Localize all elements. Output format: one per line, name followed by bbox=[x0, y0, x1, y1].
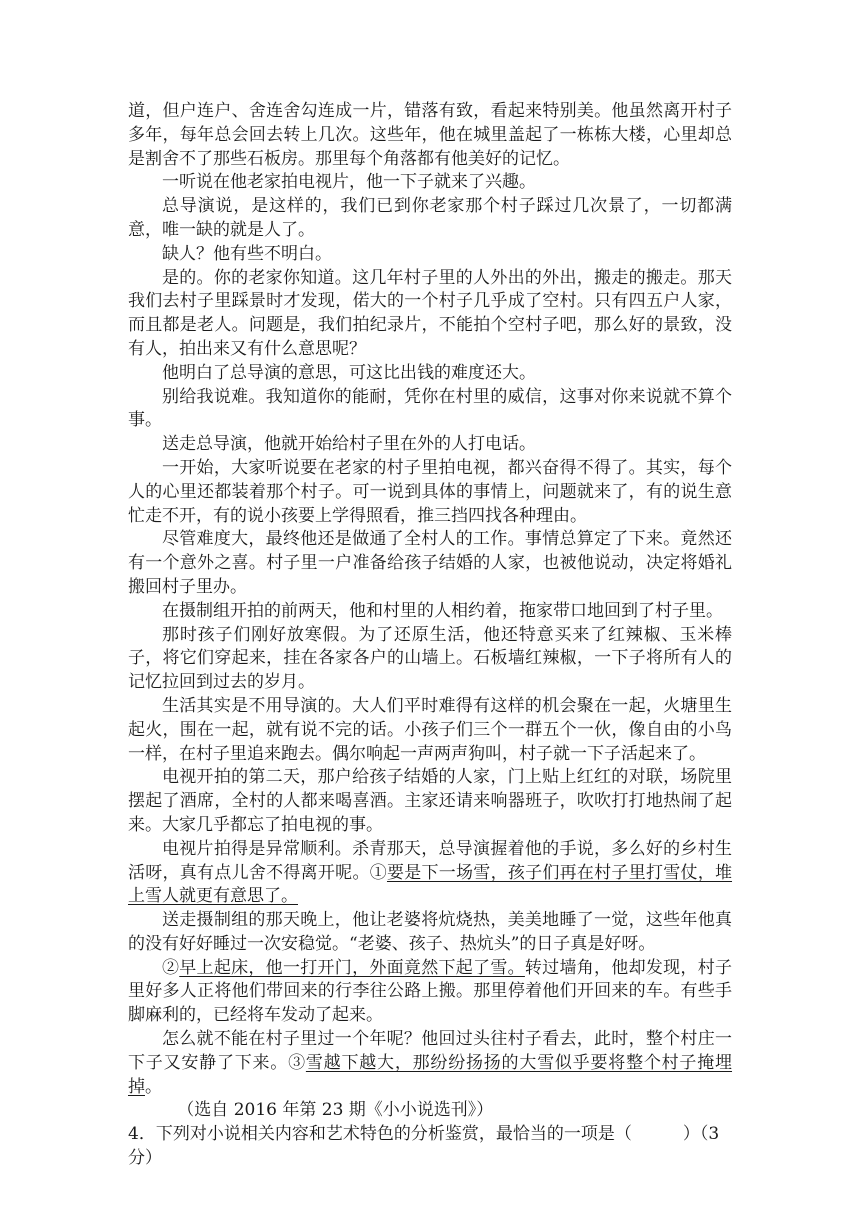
paragraph-15-text: 电视片拍得是异常顺利。杀青那天，总导演握着他的手说，多么好的乡村生活呀，真有点儿舍不得离开呢。① bbox=[128, 838, 732, 883]
underlined-sentence-1: 要是下一场雪，孩子们再在村子里打雪仗，堆上雪人就更有意思了。 bbox=[128, 862, 733, 907]
paragraph-18-text: 怎么就不能在村子里过一个年呢？他回过头往村子看去，此时，整个村庄一下子又安静了下来。③ bbox=[128, 1029, 732, 1073]
paragraph-4: 缺人？他有些不明白。 bbox=[162, 243, 332, 264]
paragraph-1: 道，但户连户、舍连舍勾连成一片，错落有致，看起来特别美。他虽然离开村子多年，每年总会回去转上几次。这些年，他在城里盖起了一栋栋大楼，心里却总是割舍不了那些石板房。那里每个角落都有他美好的记忆。 bbox=[128, 101, 732, 169]
paragraph-11: 在摄制组开拍的前两天，他和村里的人相约着，拖家带口地回到了村子里。 bbox=[162, 600, 723, 621]
document-page bbox=[128, 100, 732, 1171]
underlined-sentence-3: 雪越下越大，那纷纷扬扬的大雪似乎要将整个村子掩埋掉 bbox=[128, 1052, 733, 1097]
paragraph-17-text: 转过墙角，他却发现，村子里好多人正将他们带回来的行李往公路上搬。那里停着他们开回来的车。有些手脚麻利的，已经将车发动了起来。 bbox=[128, 957, 732, 1026]
paragraph-5: 是的。你的老家你知道。这几年村子里的人外出的外出，搬走的搬走。那天我们去村子里踩景时才发现，偌大的一个村子几乎成了空村。只有四五户人家，而且都是老人。问题是，我们拍纪录片，不能拍个空村子吧，那么好的景致，没有人，拍出来又有什么意思呢？ bbox=[128, 267, 732, 359]
paragraph-15 bbox=[128, 838, 732, 909]
paragraph-12: 那时孩子们刚好放寒假。为了还原生活，他还特意买来了红辣椒、玉米棒子，将它们穿起来，挂在各家各户的山墙上。石板墙红辣椒，一下子将所有人的记忆拉回到过去的岁月。 bbox=[128, 624, 732, 693]
paragraph-6: 他明白了总导演的意思，可这比出钱的难度还大。 bbox=[162, 362, 536, 383]
paragraph-3: 总导演说，是这样的，我们已到你老家那个村子踩过几次景了，一切都满意，唯一缺的就是人了。 bbox=[128, 196, 732, 240]
paragraph-10: 尽管难度大，最终他还是做通了全村人的工作。事情总算定了下来。竟然还有一个意外之喜。村子里一户准备给孩子结婚的人家，也被他说动，决定将婚礼搬回村子里办。 bbox=[128, 529, 732, 597]
source-citation: （选自 2016 年第 23 期《小小说选刊》） bbox=[177, 1100, 494, 1121]
paragraph-18 bbox=[128, 1028, 732, 1099]
paragraph-9: 一开始，大家听说要在老家的村子里拍电视，都兴奋得不得了。其实，每个人的心里还都装着那个村子。可一说到具体的事情上，问题就来了，有的说生意忙走不开，有的说小孩要上学得照看，推三挡四找各种理由。 bbox=[128, 457, 732, 526]
question-4: 4．下列对小说相关内容和艺术特色的分析鉴赏，最恰当的一项是（ ）（3分） bbox=[128, 1124, 720, 1169]
paragraph-16: 送走摄制组的那天晚上，他让老婆将炕烧热，美美地睡了一觉，这些年他真的没有好好睡过一次安稳觉。“老婆、孩子、热炕头”的日子真是好呀。 bbox=[128, 910, 732, 954]
paragraph-18-end: 。 bbox=[145, 1076, 162, 1097]
paragraph-14: 电视开拍的第二天，那户给孩子结婚的人家，门上贴上红红的对联，场院里摆起了酒席，全村的人都来喝喜酒。主家还请来响器班子，吹吹打打地热闹了起来。大家几乎都忘了拍电视的事。 bbox=[128, 767, 732, 835]
paragraph-8: 送走总导演，他就开始给村子里在外的人打电话。 bbox=[162, 434, 536, 455]
underlined-sentence-2: 早上起床，他一打开门，外面竟然下起了雪。 bbox=[179, 957, 525, 978]
paragraph-2: 一听说在他老家拍电视片，他一下子就来了兴趣。 bbox=[162, 172, 536, 193]
marker-2: ② bbox=[162, 957, 180, 978]
paragraph-13: 生活其实是不用导演的。大人们平时难得有这样的机会聚在一起，火塘里生起火，围在一起，就有说不完的话。小孩子们三个一群五个一伙，像自由的小鸟一样，在村子里追来跑去。偶尔响起一声两声狗叫，村子就一下子活起来了。 bbox=[128, 695, 732, 764]
paragraph-7: 别给我说难。我知道你的能耐，凭你在村里的威信，这事对你来说就不算个事。 bbox=[128, 386, 732, 431]
paragraph-17 bbox=[128, 957, 732, 1028]
